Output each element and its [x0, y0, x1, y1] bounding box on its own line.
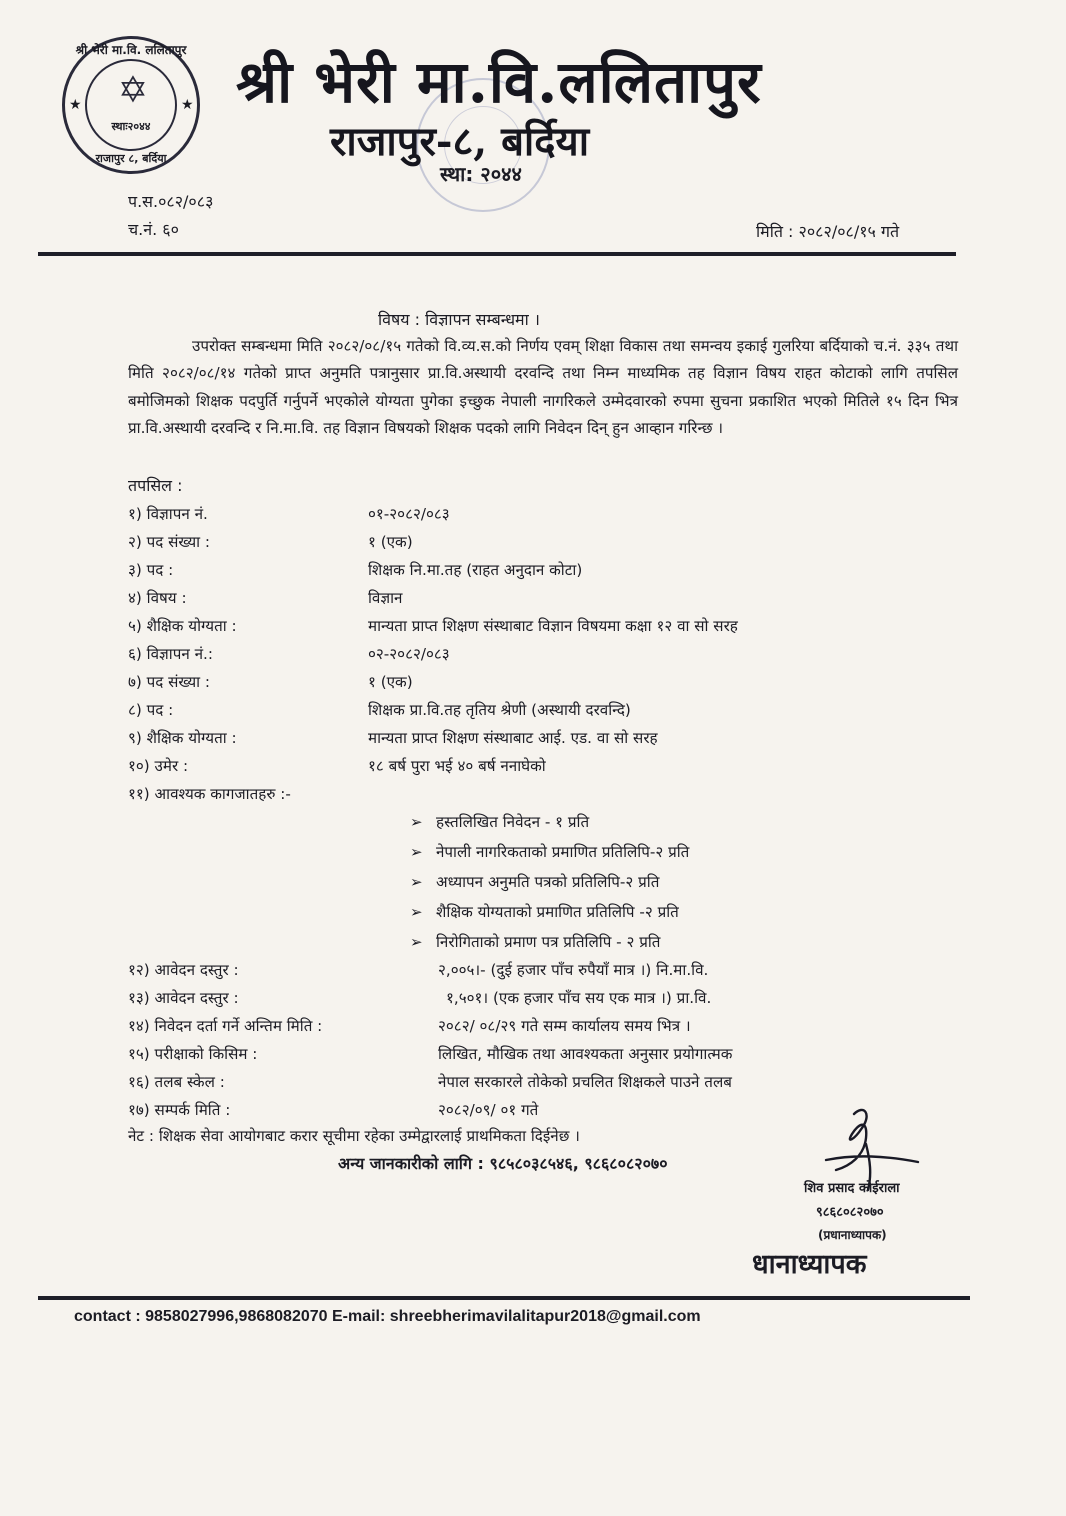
- detail-label: ५) शैक्षिक योग्यता :: [128, 617, 237, 635]
- document-item: [410, 872, 659, 892]
- detail-row: [128, 1100, 888, 1126]
- detail-label: १४) निवेदन दर्ता गर्ने अन्तिम मिति :: [128, 1017, 323, 1035]
- detail-value: २०८२/०९/ ०१ गते: [438, 1101, 539, 1119]
- detail-label: २) पद संख्या :: [128, 533, 211, 551]
- detail-value: शिक्षक नि.मा.तह (राहत अनुदान कोटा): [368, 561, 583, 579]
- detail-value: मान्यता प्राप्त शिक्षण संस्थाबाट विज्ञान विषयमा कक्षा १२ वा सो सरह: [368, 617, 738, 635]
- document-item: [410, 932, 660, 952]
- detail-label: १०) उमेर :: [128, 757, 189, 775]
- detail-value: १ (एक): [368, 533, 413, 551]
- detail-row: [128, 1072, 888, 1098]
- arrow-bullet-icon: ➢: [410, 903, 423, 921]
- detail-value: २०८२/ ०८/२९ गते सम्म कार्यालय समय भित्र ।: [438, 1017, 691, 1035]
- details-heading: तपसिल :: [128, 476, 183, 495]
- document-text: हस्तलिखित निवेदन - १ प्रति: [436, 813, 590, 831]
- signatory-phone: ९८६८०८२०७०: [816, 1205, 884, 1220]
- dispatch-number: च.नं. ६०: [128, 220, 179, 239]
- detail-row: [128, 532, 888, 558]
- school-address: राजापुर-८, बर्दिया: [330, 118, 590, 165]
- detail-row: [128, 960, 888, 986]
- detail-label: ८) पद :: [128, 701, 174, 719]
- detail-label: १२) आवेदन दस्तुर :: [128, 961, 239, 979]
- seal-established: स्थाः२०४४: [111, 120, 151, 133]
- detail-value: २,००५।- (दुई हजार पाँच रुपैयाँ मात्र ।) नि.मा.वि.: [438, 961, 709, 979]
- detail-label: १५) परीक्षाको किसिम :: [128, 1045, 258, 1063]
- detail-row: [128, 1044, 888, 1070]
- detail-value: विज्ञान: [368, 589, 403, 607]
- document-text: अध्यापन अनुमति पत्रको प्रतिलिपि-२ प्रति: [436, 873, 660, 891]
- school-seal: [62, 36, 200, 174]
- document-item: [410, 842, 689, 862]
- seal-top-text: श्री भेरी मा.वि. ललितापुर: [75, 43, 187, 57]
- detail-row: [128, 756, 888, 782]
- detail-value: लिखित, मौखिक तथा आवश्यकता अनुसार प्रयोगात्मक: [438, 1045, 733, 1063]
- detail-label: ९) शैक्षिक योग्यता :: [128, 729, 237, 747]
- arrow-bullet-icon: ➢: [410, 933, 423, 951]
- detail-row: [128, 700, 888, 726]
- detail-row: [128, 560, 888, 586]
- contact-info-line: अन्य जानकारीको लागि : ९८५८०३८५४६, ९८६८०८२०७०: [338, 1154, 668, 1173]
- star-icon: ★: [69, 97, 82, 113]
- school-name: श्री भेरी मा.वि.ललितापुर: [236, 48, 762, 116]
- detail-row: [128, 644, 888, 670]
- document-text: शैक्षिक योग्यताको प्रमाणित प्रतिलिपि -२ प्रति: [436, 903, 679, 921]
- header-divider: [38, 252, 956, 256]
- signatory-name: शिव प्रसाद कोईराला: [804, 1181, 900, 1196]
- detail-row: [128, 784, 888, 810]
- seal-inner-ring: [85, 59, 177, 151]
- title-stamp: धानाध्यापक: [752, 1249, 867, 1280]
- detail-label: १३) आवेदन दस्तुर :: [128, 989, 239, 1007]
- footer-contact: contact : 9858027996,9868082070 E-mail: shreebherimavilalitapur2018@gmail.com: [74, 1308, 701, 1325]
- detail-value: मान्यता प्राप्त शिक्षण संस्थाबाट आई. एड. वा सो सरह: [368, 729, 658, 747]
- detail-value: शिक्षक प्रा.वि.तह तृतिय श्रेणी (अस्थायी दरवन्दि): [368, 701, 631, 719]
- footer-divider: [38, 1296, 970, 1300]
- detail-label: १७) सम्पर्क मिति :: [128, 1101, 231, 1119]
- detail-label: ११) आवश्यक कागजातहरु :-: [128, 785, 291, 803]
- arrow-bullet-icon: ➢: [410, 843, 423, 861]
- detail-row: [128, 616, 888, 642]
- body-paragraph: उपरोक्त सम्बन्धमा मिति २०८२/०८/१५ गतेको वि.व्य.स.को निर्णय एवम् शिक्षा विकास तथा समन्वय इकाई गुलरिया बर्दियाको च.नं. ३३५ तथा मिति २०८२/०८/१४ गतेको प्राप्त अनुमति पत्रानुसार प्रा.वि.अस्थायी दरवन्दि तथा निम्न माध्यमिक तह विज्ञान विषय राहत कोटाको लागि तपसिल बमोजिमको शिक्षक पदपुर्ति गर्नुपर्ने भएकोले योग्यता पुगेका इच्छुक नेपाली नागरिकले उम्मेदवारको रुपमा सुचना प्रकाशित भएको मितिले १५ दिन भित्र प्रा.वि.अस्थायी दरवन्दि र नि.मा.वि. तह विज्ञान विषयको शिक्षक पदको लागि निवेदन दिन् हुन आव्हान गरिन्छ ।: [128, 337, 958, 438]
- detail-row: [128, 588, 888, 614]
- detail-label: ४) विषय :: [128, 589, 187, 607]
- star-of-david-icon: ✡: [117, 70, 149, 111]
- detail-value: नेपाल सरकारले तोकेको प्रचलित शिक्षकले पाउने तलब: [438, 1073, 732, 1091]
- arrow-bullet-icon: ➢: [410, 813, 423, 831]
- subject-line: विषय : विज्ञापन सम्बन्धमा ।: [378, 310, 540, 329]
- school-established: स्था: २०४४: [440, 162, 522, 186]
- star-icon: ★: [181, 97, 194, 113]
- seal-bottom-text: राजापुर ८, बर्दिया: [95, 152, 167, 165]
- detail-label: ७) पद संख्या :: [128, 673, 211, 691]
- document-text: नेपाली नागरिकताको प्रमाणित प्रतिलिपि-२ प्रति: [436, 843, 690, 861]
- detail-value: ०१-२०८२/०८३: [368, 505, 450, 523]
- detail-label: १६) तलब स्केल :: [128, 1073, 225, 1091]
- detail-value: ०२-२०८२/०८३: [368, 645, 450, 663]
- document-text: निरोगिताको प्रमाण पत्र प्रतिलिपि - २ प्रति: [436, 933, 661, 951]
- detail-row: [128, 672, 888, 698]
- detail-value: १,५०१। (एक हजार पाँच सय एक मात्र ।) प्रा.वि.: [446, 989, 712, 1007]
- detail-label: ३) पद :: [128, 561, 174, 579]
- signatory-title: (प्रधानाध्यापक): [818, 1228, 887, 1242]
- detail-row: [128, 988, 888, 1014]
- detail-row: [128, 728, 888, 754]
- note-line: नेट : शिक्षक सेवा आयोगबाट करार सूचीमा रहेका उम्मेद्वारलाई प्राथमिकता दिईनेछ ।: [128, 1127, 580, 1145]
- arrow-bullet-icon: ➢: [410, 873, 423, 891]
- detail-value: १ (एक): [368, 673, 413, 691]
- detail-value: १८ बर्ष पुरा भई ४० बर्ष ननाघेको: [368, 757, 546, 775]
- detail-row: [128, 504, 888, 530]
- detail-label: ६) विज्ञापन नं.:: [128, 645, 213, 663]
- letter-date: मिति : २०८२/०८/१५ गते: [756, 222, 900, 241]
- detail-row: [128, 1016, 888, 1042]
- letter-number: प.स.०८२/०८३: [128, 192, 214, 211]
- document-item: [410, 902, 679, 922]
- document-item: [410, 812, 589, 832]
- detail-label: १) विज्ञापन नं.: [128, 505, 208, 523]
